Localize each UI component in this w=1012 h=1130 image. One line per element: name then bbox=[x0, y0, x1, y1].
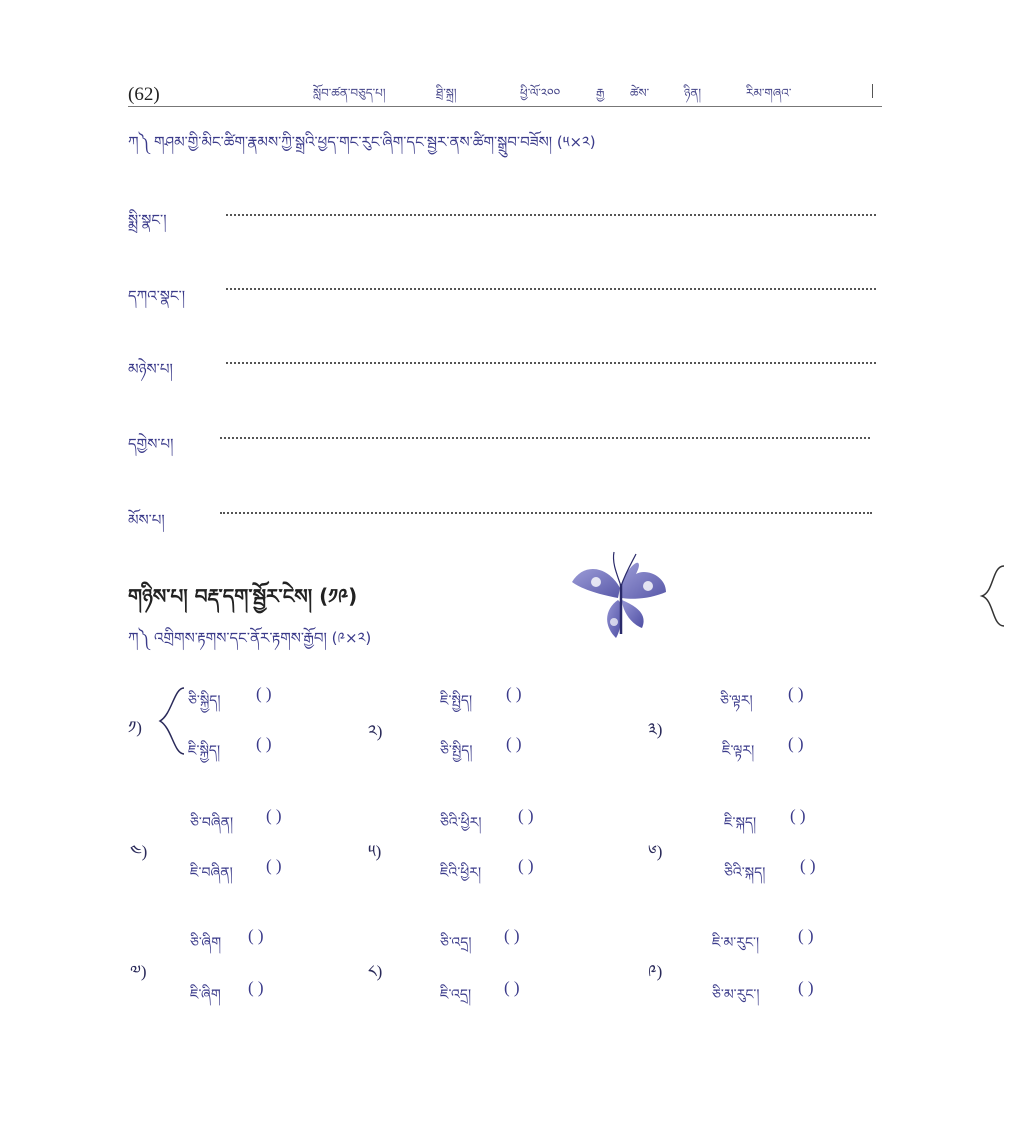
pair-number: ༤) bbox=[130, 842, 148, 861]
answer-box[interactable]: ( ) bbox=[504, 926, 520, 945]
word-option: ཅི་མ་རུང་། bbox=[712, 987, 760, 1003]
answer-box[interactable]: ( ) bbox=[798, 926, 814, 945]
word-option: ཅིའི་སྐད། bbox=[724, 865, 766, 881]
answer-box[interactable]: ( ) bbox=[248, 978, 264, 997]
word-option: ཇི་སྤྱིད། bbox=[440, 693, 473, 709]
word-option: ཅི་སྐྱིད། bbox=[188, 693, 221, 709]
word-option: ཅི་ཞིག bbox=[190, 935, 222, 951]
section-two-instruction: ཀ༽ འགྲིགས་རྟགས་དང་ནོར་རྟགས་རྒྱོབ། (༩×༢) bbox=[128, 629, 372, 647]
answer-box[interactable]: ( ) bbox=[256, 734, 272, 753]
header-lesson: སློབ་ཚན་བཅུད་པ། bbox=[313, 86, 386, 100]
answer-box[interactable]: ( ) bbox=[506, 684, 522, 703]
answer-line-2[interactable] bbox=[226, 288, 876, 290]
pair-number: ༡) bbox=[128, 718, 142, 737]
word-option: ཇི་མ་རུང་། bbox=[712, 935, 760, 951]
question-a-instruction: ཀ༽ གཤམ་གྱི་མིང་ཚིག་རྣམས་ཀྱི་སྒྲའི་ཕྱད་གང་རུང་ཞིག་དང་སྦྱར་ནས་ཚིག་སྒྲུབ་བཟོས། (༥×༢) bbox=[128, 133, 596, 151]
word-option: ཅིའི་ཕྱིར། bbox=[440, 815, 482, 831]
answer-box[interactable]: ( ) bbox=[788, 684, 804, 703]
item-label: མཉེས་པ། bbox=[128, 360, 173, 378]
answer-box[interactable]: ( ) bbox=[518, 856, 534, 875]
word-option: ཇིའི་ཕྱིར། bbox=[440, 865, 482, 881]
word-option: ཇི་ཞིག bbox=[190, 987, 221, 1003]
pair-number: ༥) bbox=[368, 842, 382, 861]
word-option: ཅི་ལྟར། bbox=[720, 693, 753, 709]
answer-line-4[interactable] bbox=[220, 437, 870, 439]
word-option: ཇི་སྐད། bbox=[724, 815, 757, 831]
pair-number: ༣) bbox=[648, 720, 663, 739]
word-option: ཅི་འདྲ། bbox=[440, 935, 472, 951]
answer-line-3[interactable] bbox=[226, 362, 876, 364]
answer-box[interactable]: ( ) bbox=[266, 806, 282, 825]
header-day: ཉིན། bbox=[684, 86, 702, 100]
item-label: མོས་པ། bbox=[128, 511, 165, 529]
answer-box[interactable]: ( ) bbox=[506, 734, 522, 753]
header-separator bbox=[872, 84, 873, 98]
answer-box[interactable]: ( ) bbox=[518, 806, 534, 825]
item-label: དཀའ་སྣང་། bbox=[128, 287, 186, 305]
header-name: ཐྲི་སྐྲ། bbox=[436, 86, 457, 100]
pair-number: ༢) bbox=[368, 722, 383, 741]
answer-box[interactable]: ( ) bbox=[504, 978, 520, 997]
right-edge-brace bbox=[978, 564, 1008, 628]
answer-box[interactable]: ( ) bbox=[788, 734, 804, 753]
answer-box[interactable]: ( ) bbox=[790, 806, 806, 825]
word-option: ཇི་སྐྱིད། bbox=[188, 743, 221, 759]
answer-box[interactable]: ( ) bbox=[266, 856, 282, 875]
answer-line-5[interactable] bbox=[220, 512, 872, 514]
header-rule bbox=[128, 106, 882, 107]
item-label: སྨྲི་སྣང་། bbox=[128, 211, 167, 229]
header-month: རྒྱ bbox=[596, 86, 605, 100]
section-two-title: གཉིས་པ། བརྡ་དག་སྦྱོར་ངེས། (༡༩) bbox=[128, 584, 358, 608]
word-option: ཇི་བཞིན། bbox=[190, 865, 233, 881]
pair-number: ༦) bbox=[648, 842, 663, 861]
word-option: ཅི་བཞིན། bbox=[190, 815, 234, 831]
pair-number: ༧) bbox=[130, 962, 147, 981]
answer-line-1[interactable] bbox=[226, 214, 876, 216]
page-number: (62) bbox=[128, 84, 160, 105]
pair-number: ༩) bbox=[648, 962, 663, 981]
header-date: ཚེས་ bbox=[630, 86, 650, 100]
answer-box[interactable]: ( ) bbox=[248, 926, 264, 945]
header-grade: རིམ་གཞའ་ bbox=[746, 86, 792, 100]
answer-box[interactable]: ( ) bbox=[256, 684, 272, 703]
answer-box[interactable]: ( ) bbox=[798, 978, 814, 997]
word-option: ཇི་འདྲ། bbox=[440, 987, 472, 1003]
header-year: ཕྱི་ལོ་༢༠༠ bbox=[520, 86, 561, 100]
pair-number: ༨) bbox=[368, 962, 383, 981]
pair-brace bbox=[156, 684, 186, 758]
item-label: དགྱེས་པ། bbox=[128, 435, 174, 453]
butterfly-icon bbox=[566, 548, 674, 644]
word-option: ཇི་ལྟར། bbox=[722, 743, 755, 759]
word-option: ཅི་སྤྱིད། bbox=[440, 743, 473, 759]
answer-box[interactable]: ( ) bbox=[800, 856, 816, 875]
